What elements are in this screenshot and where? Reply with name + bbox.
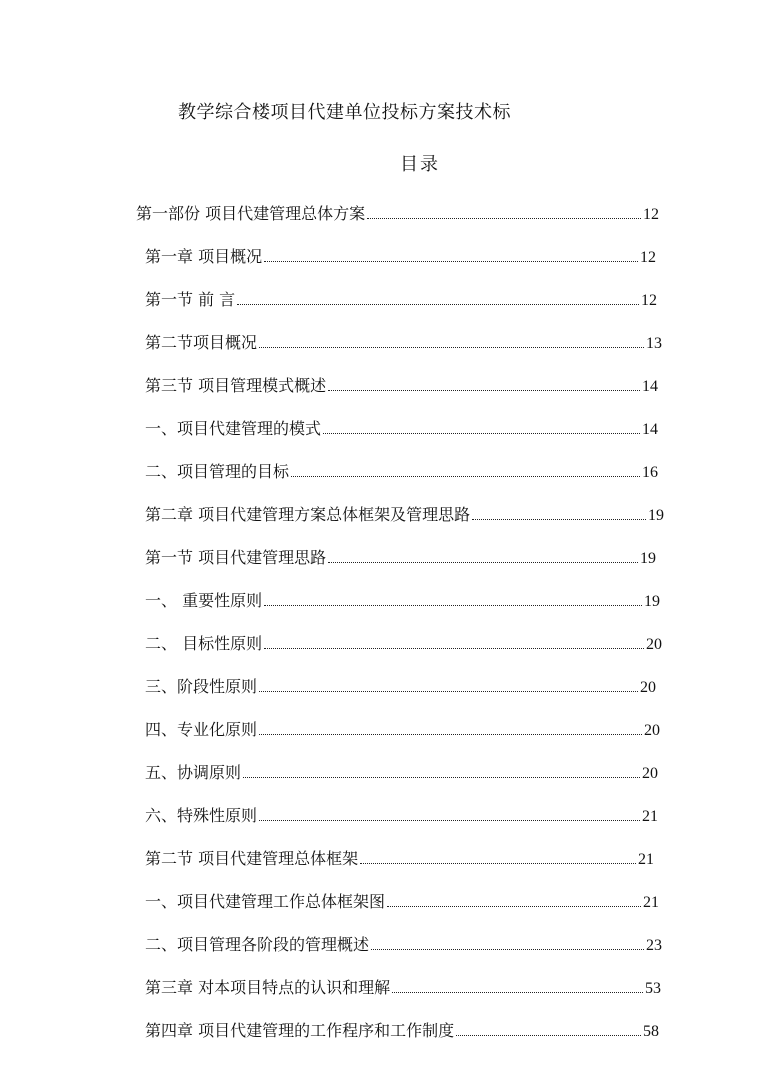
toc-leader [259, 734, 642, 735]
toc-entry-page: 14 [642, 421, 658, 438]
toc-entry-item-goal[interactable] [145, 456, 658, 482]
toc-leader [264, 261, 638, 262]
toc-entry-label: 第三章 对本项目特点的认识和理解 [145, 978, 391, 997]
toc-leader [264, 648, 644, 649]
toc-entry-label: 三、阶段性原则 [145, 677, 258, 696]
toc-entry-page: 16 [642, 464, 658, 481]
toc-entry-label: 第一节 项目代建管理思路 [145, 548, 327, 567]
toc-entry-page: 21 [642, 808, 658, 825]
toc-entry-label: 一、 重要性原则 [145, 591, 263, 610]
toc-leader [259, 691, 638, 692]
toc-entry-item-coordination[interactable] [145, 757, 658, 783]
toc-entry-section-1-3[interactable] [145, 370, 658, 396]
toc-leader [456, 1035, 641, 1036]
toc-leader [367, 218, 641, 219]
toc-entry-page: 20 [644, 722, 660, 739]
toc-entry-page: 20 [646, 636, 662, 653]
toc-entry-label: 二、 目标性原则 [145, 634, 263, 653]
toc-entry-label: 五、协调原则 [145, 763, 242, 782]
toc-entry-label: 第二节 项目代建管理总体框架 [145, 849, 359, 868]
toc-entry-page: 20 [640, 679, 656, 696]
toc-entry-item-special[interactable] [145, 800, 658, 826]
toc-entry-label: 一、项目代建管理工作总体框架图 [145, 892, 386, 911]
toc-entry-page: 19 [640, 550, 656, 567]
toc-entry-page: 12 [643, 206, 659, 223]
toc-leader [328, 390, 640, 391]
toc-entry-label: 第三节 项目管理模式概述 [145, 376, 327, 395]
toc-leader [291, 476, 640, 477]
toc-leader [323, 433, 640, 434]
toc-leader [243, 777, 640, 778]
toc-entry-item-specialization[interactable] [145, 714, 660, 740]
toc-entry-page: 21 [638, 851, 654, 868]
toc-entry-chapter-4[interactable] [145, 1015, 659, 1041]
toc-entry-label: 一、项目代建管理的模式 [145, 419, 322, 438]
toc-leader [360, 863, 636, 864]
toc-entry-label: 二、项目管理的目标 [145, 462, 290, 481]
toc-entry-page: 20 [642, 765, 658, 782]
toc-leader [392, 992, 643, 993]
toc-entry-label: 第一部份 项目代建管理总体方案 [136, 204, 366, 223]
toc-leader [237, 304, 639, 305]
toc-entry-section-1-2[interactable] [145, 327, 662, 353]
toc-entry-item-importance[interactable] [145, 585, 660, 611]
toc-entry-label: 第一章 项目概况 [145, 247, 263, 266]
toc-entry-page: 58 [643, 1023, 659, 1040]
toc-entry-page: 23 [646, 937, 662, 954]
toc-entry-item-mode[interactable] [145, 413, 658, 439]
toc-entry-label: 四、专业化原则 [145, 720, 258, 739]
toc-entry-page: 21 [643, 894, 659, 911]
toc-entry-page: 53 [645, 980, 661, 997]
toc-entry-chapter-1[interactable] [145, 241, 656, 267]
toc-entry-part-1[interactable] [136, 198, 659, 224]
toc-leader [387, 906, 641, 907]
toc-entry-chapter-2[interactable] [145, 499, 664, 525]
toc-leader [472, 519, 646, 520]
toc-entry-page: 19 [648, 507, 664, 524]
toc-entry-label: 第二章 项目代建管理方案总体框架及管理思路 [145, 505, 471, 524]
toc-entry-page: 13 [646, 335, 662, 352]
toc-entry-item-phase[interactable] [145, 671, 656, 697]
toc-leader [264, 605, 642, 606]
toc-entry-page: 12 [640, 249, 656, 266]
toc-entry-item-framework-diagram[interactable] [145, 886, 659, 912]
toc-leader [328, 562, 638, 563]
toc-entry-label: 第一节 前 言 [145, 290, 236, 309]
toc-entry-page: 19 [644, 593, 660, 610]
toc-entry-item-phase-overview[interactable] [145, 929, 662, 955]
toc-entry-page: 12 [641, 292, 657, 309]
toc-leader [371, 949, 644, 950]
toc-entry-label: 二、项目管理各阶段的管理概述 [145, 935, 370, 954]
toc-entry-section-2-2[interactable] [145, 843, 654, 869]
toc-heading: 目录 [400, 154, 440, 175]
toc-leader [259, 820, 640, 821]
toc-entry-page: 14 [642, 378, 658, 395]
toc-entry-label: 六、特殊性原则 [145, 806, 258, 825]
toc-entry-section-2-1[interactable] [145, 542, 656, 568]
toc-leader [259, 347, 644, 348]
toc-entry-item-target[interactable] [145, 628, 662, 654]
document-title: 教学综合楼项目代建单位投标方案技术标 [178, 102, 511, 123]
toc-entry-chapter-3[interactable] [145, 972, 661, 998]
toc-entry-section-1-1[interactable] [145, 284, 657, 310]
toc-entry-label: 第四章 项目代建管理的工作程序和工作制度 [145, 1021, 455, 1040]
toc-entry-label: 第二节项目概况 [145, 333, 258, 352]
